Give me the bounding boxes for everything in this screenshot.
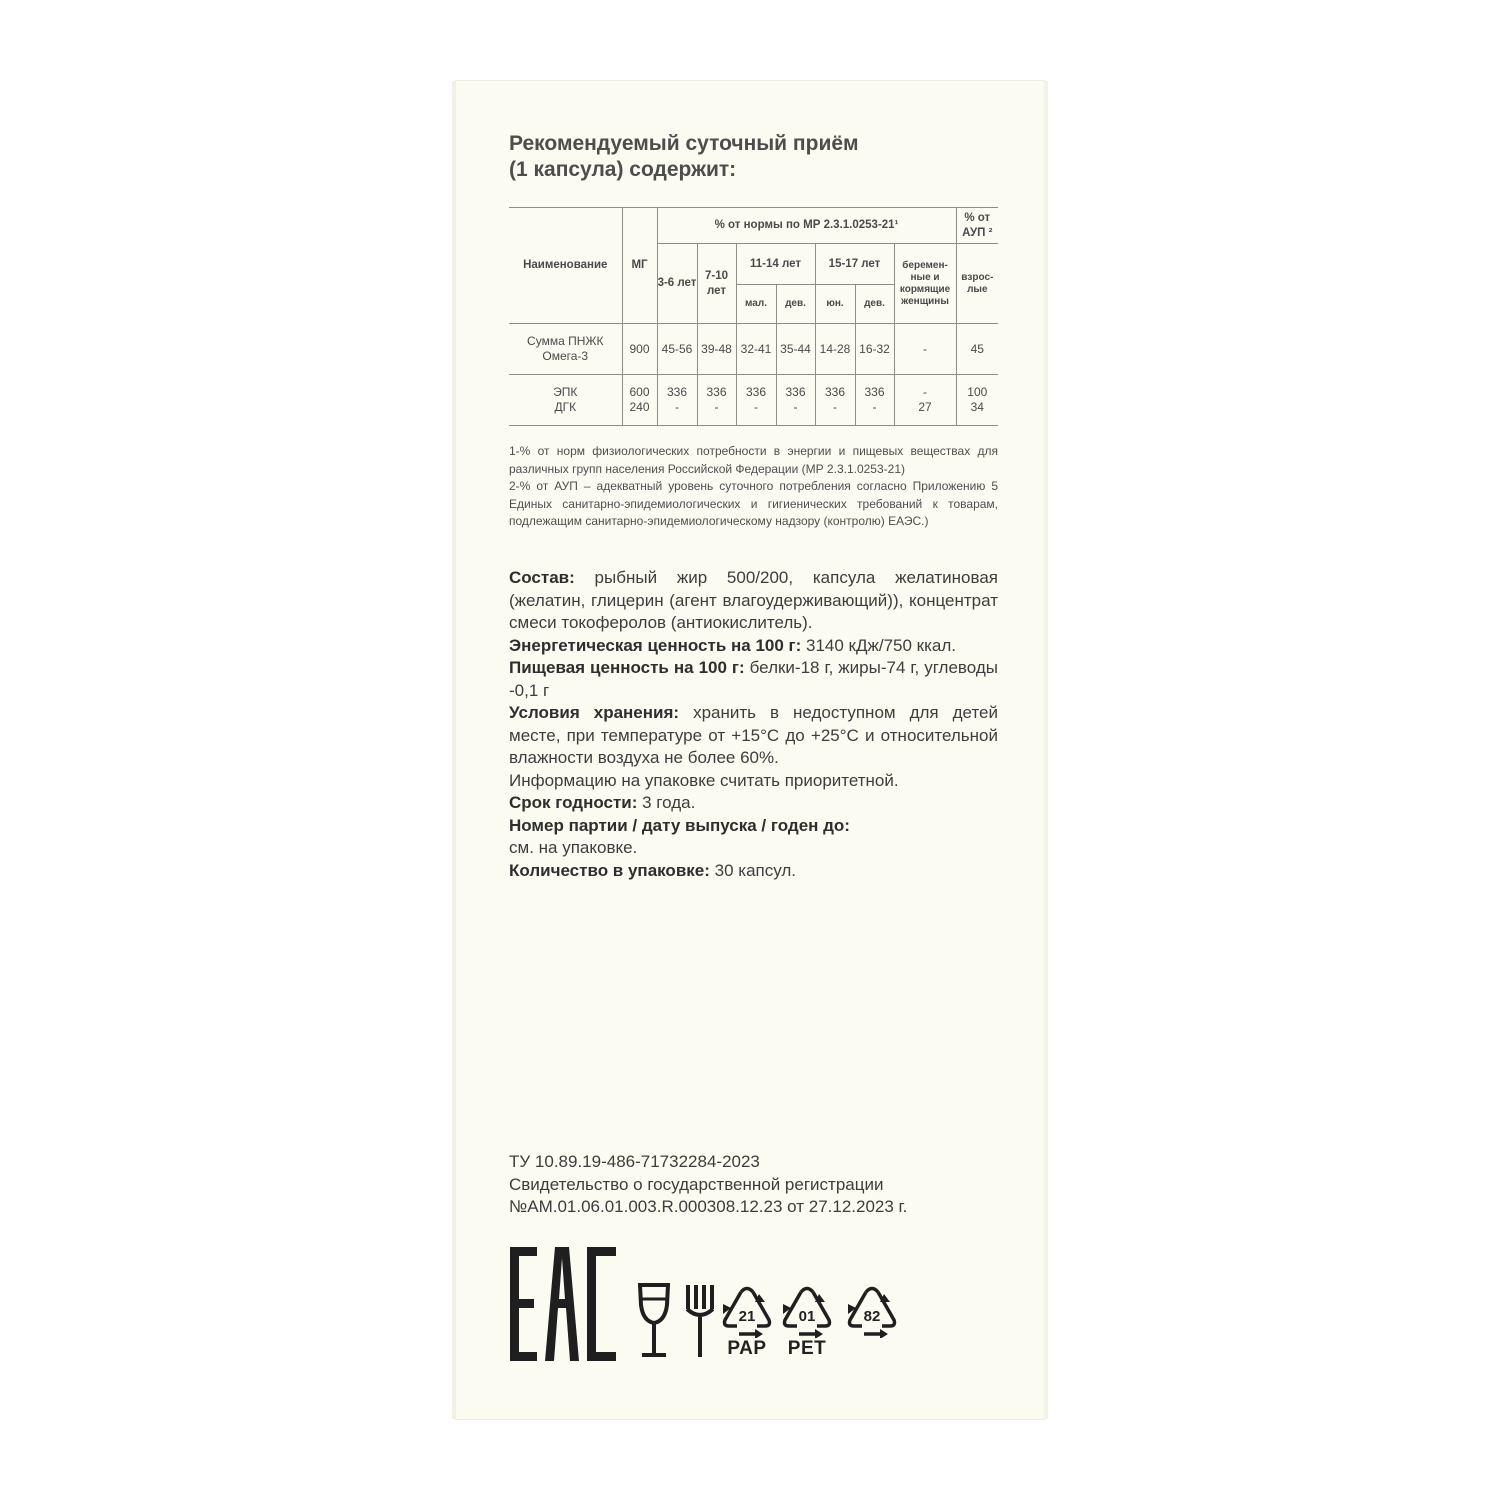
footnote-2: 2-% от АУП – адекватный уровень суточного потребления согласно Приложению 5 Единых санитарно-эпидемиологических и гигиенических требований к товарам, подлежащим санитарно-эпидемиологическому надзору (контролю) ЕАЭС.) [509, 479, 998, 528]
row-value: - [872, 400, 877, 414]
energy-value [509, 635, 998, 658]
composition [509, 567, 998, 635]
footnotes [509, 443, 998, 531]
row-value: 34 [970, 400, 984, 414]
recycle-code: PET [787, 1338, 827, 1359]
row-value: - [675, 400, 679, 414]
row-value: 100 [967, 385, 988, 399]
energy-label: Энергетическая ценность на 100 г: [509, 635, 802, 655]
nutrition-label: Пищевая ценность на 100 г: [509, 658, 745, 677]
header-name: Наименование [509, 208, 622, 324]
nutrition-text: белки-18 г, жиры-74 г, углеводы -0,1 г [509, 658, 998, 700]
recycle-82-icon [844, 1286, 900, 1356]
row-value: - [894, 324, 956, 375]
row-name: Сумма ПНЖК Омега-3 [509, 324, 622, 375]
title-line-2: (1 капсула) содержит: [509, 158, 737, 181]
row-value: 39-48 [697, 324, 736, 375]
header-mg: МГ [622, 208, 657, 324]
title-line-1: Рекомендуемый суточный приём [509, 132, 859, 155]
storage-label: Условия хранения: [509, 703, 680, 722]
product-info [509, 567, 998, 882]
header-norm: % от нормы по МР 2.3.1.0253-21¹ [657, 208, 956, 244]
row-mg: 600 [629, 385, 650, 399]
row-value-cell [657, 375, 697, 426]
row-value-cell [697, 375, 736, 426]
header-youths: юн. [815, 285, 855, 324]
header-boys: мал. [736, 285, 776, 324]
recycle-code: PAP [727, 1338, 767, 1359]
row-value: - [714, 400, 719, 414]
storage-text: хранить в недоступном для детей месте, при температуре от +15°С до +25°С и относительной влажности воздуха не более 60%. [509, 703, 998, 767]
row-value: 336 [864, 385, 885, 399]
header-age-11-14: 11-14 лет [736, 244, 815, 285]
recycle-pap-icon [719, 1286, 775, 1359]
header-age-7-10: 7-10 лет [697, 244, 736, 324]
nutrient-norms-table [509, 207, 998, 426]
registration-info [509, 1151, 998, 1219]
row-value-cell [776, 375, 815, 426]
composition-label: Состав: [509, 568, 575, 587]
nutrition-value [509, 657, 998, 702]
row-value: - [833, 400, 837, 414]
certificate-number: №AM.01.06.01.003.R.000308.12.23 от 27.12.2023 г. [509, 1197, 908, 1216]
row-value: 336 [785, 385, 806, 399]
row-value: 336 [706, 385, 727, 399]
footnote-1: 1-% от норм физиологических потребности в энергии и пищевых веществах для различных групп населения Российской Федерации (МР 2.3.1.0253-21) [509, 444, 998, 476]
recycle-number: 21 [738, 1308, 756, 1325]
row-value: 35-44 [776, 324, 815, 375]
priority-note: Информацию на упаковке считать приоритетной. [509, 770, 899, 790]
row-value: 336 [824, 385, 846, 399]
quantity [509, 860, 998, 883]
row-value: 336 [745, 385, 767, 399]
header-pregnant: беремен-ные и кормящие женщины [894, 244, 956, 324]
header-adults: взрос-лые [956, 244, 998, 324]
row-value-cell [736, 375, 776, 426]
table-row [509, 324, 998, 375]
quantity-label: Количество в упаковке: [509, 860, 710, 880]
row-value-cell [956, 375, 998, 426]
row-value: 14-28 [815, 324, 855, 375]
shelf-label: Срок годности: [509, 793, 638, 812]
row-value: - [793, 400, 798, 414]
batch-info [509, 815, 998, 838]
header-girls-15: дев. [855, 285, 894, 324]
row-value: 336 [666, 385, 688, 399]
batch-text: см. на упаковке. [509, 838, 638, 857]
row-value: - [754, 400, 758, 414]
table-row [509, 375, 998, 426]
daily-intake-title [509, 131, 998, 183]
batch-label: Номер партии / дату выпуска / годен до: [509, 815, 850, 835]
composition-text: рыбный жир 500/200, капсула желатиновая (желатин, глицерин (агент влагоудерживающий)), концентрат смеси токоферолов (антиокислитель). [509, 568, 998, 632]
recycle-number: 82 [863, 1308, 881, 1325]
tu-code: ТУ 10.89.19-486-71732284-2023 [509, 1152, 760, 1171]
energy-text: 3140 кДж/750 ккал. [801, 635, 957, 655]
recycle-pet-icon [779, 1286, 835, 1359]
row-value: 27 [918, 400, 932, 414]
row-name: ЭПК [553, 385, 578, 399]
recycle-number: 01 [798, 1308, 816, 1325]
certification-marks [509, 1246, 998, 1366]
glass-icon [634, 1281, 674, 1361]
header-girls-11: дев. [776, 285, 815, 324]
row-value: 45 [956, 324, 998, 375]
row-name-cell [509, 375, 622, 426]
eac-logo-icon [509, 1246, 621, 1362]
row-mg-cell [622, 375, 657, 426]
header-aup: % от АУП ² [956, 208, 998, 244]
header-age-15-17: 15-17 лет [815, 244, 894, 285]
row-value: 45-56 [657, 324, 697, 375]
package-back-panel [455, 80, 1045, 1420]
row-name: ДГК [554, 400, 577, 414]
fork-icon [684, 1281, 714, 1361]
shelf-life [509, 792, 998, 815]
row-value: - [923, 385, 928, 399]
header-age-3-6: 3-6 лет [657, 244, 697, 324]
row-value-cell [815, 375, 855, 426]
row-mg: 900 [622, 324, 657, 375]
row-value-cell [894, 375, 956, 426]
shelf-text: 3 года. [637, 793, 696, 812]
row-value: 16-32 [855, 324, 894, 375]
certificate-label: Свидетельство о государственной регистрации [509, 1174, 884, 1194]
row-value-cell [855, 375, 894, 426]
quantity-text: 30 капсул. [709, 860, 797, 880]
storage-conditions [509, 702, 998, 770]
row-mg: 240 [629, 400, 650, 414]
row-value: 32-41 [736, 324, 776, 375]
